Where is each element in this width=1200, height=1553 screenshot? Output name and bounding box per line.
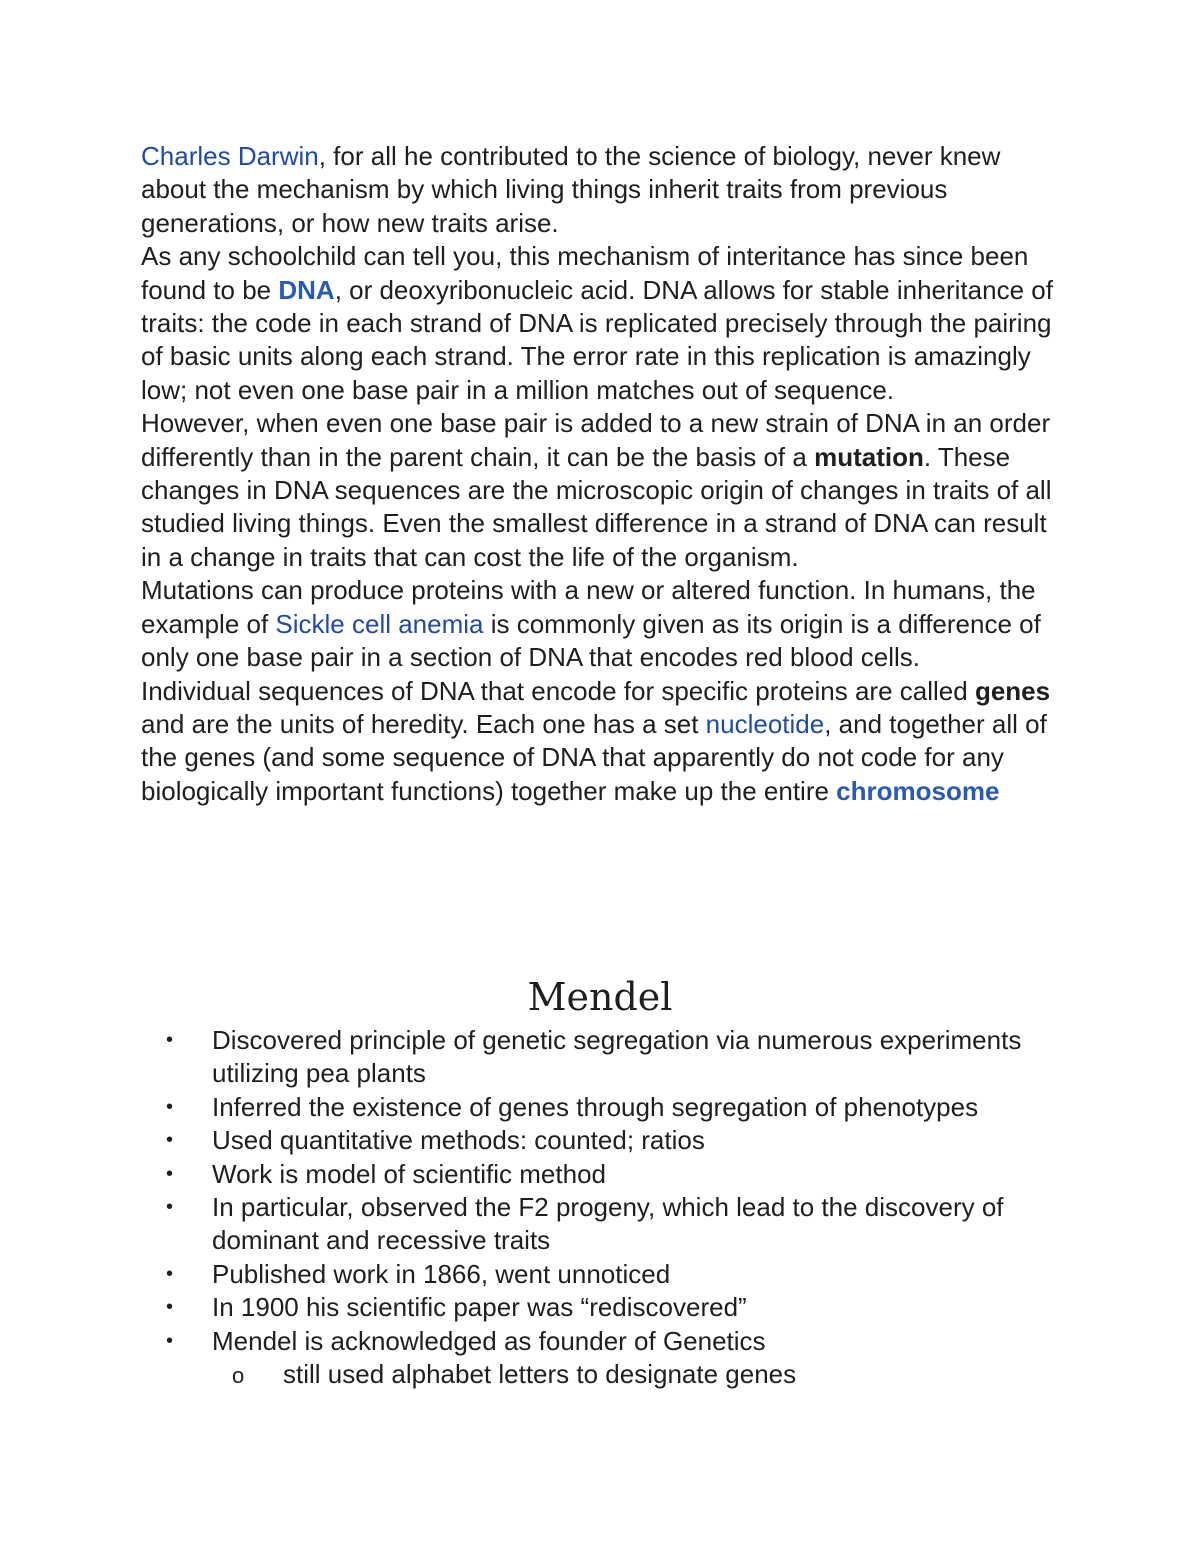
paragraph-text: . These changes in DNA sequences are the microscopic origin of changes in traits of all studied living things. Even the smallest difference in a strand of DNA can result in a change in traits that can cost the life of the organism. — [141, 441, 1052, 572]
list-item — [0, 1191, 1062, 1258]
paragraph-dna — [141, 240, 1071, 407]
bullet-icon: • — [166, 1129, 174, 1152]
link-nucleotide[interactable]: nucleotide — [705, 708, 825, 739]
bullet-icon: • — [166, 1196, 174, 1219]
list-item — [0, 1091, 1062, 1124]
list-item-text: still used alphabet letters to designate genes — [283, 1359, 797, 1390]
sub-list-item — [0, 1358, 1063, 1391]
link-chromosome[interactable]: chromosome — [836, 775, 1000, 806]
mendel-bullet-list — [0, 1024, 1200, 1391]
paragraph-text: and are the units of heredity. Each one has a set — [141, 708, 706, 739]
paragraph-text: Mutations can produce proteins with a new or altered function. In humans, the example of — [141, 575, 1036, 639]
paragraph-text: As any schoolchild can tell you, this mechanism of interitance has since been found to be — [141, 241, 1029, 305]
term-genes: genes — [974, 675, 1051, 706]
bullet-icon: • — [166, 1162, 174, 1185]
paragraph-mutation — [141, 407, 1071, 574]
link-dna[interactable]: DNA — [278, 274, 335, 305]
paragraph-sickle-cell — [141, 574, 1071, 674]
paragraph-text: is commonly given as its origin is a difference of only one base pair in a section of DNA that encodes red blood cells. — [141, 608, 1041, 673]
bullet-icon: • — [166, 1029, 174, 1051]
list-item-text: In 1900 his scientific paper was “rediscovered” — [212, 1292, 747, 1323]
paragraph-text: However, when even one base pair is added to a new strain of DNA in an order differently than in the parent chain, it can be the basis of a — [141, 408, 1051, 472]
list-item-text: Inferred the existence of genes through segregation of phenotypes — [212, 1091, 979, 1122]
list-item — [0, 1325, 1062, 1358]
section-heading-mendel: Mendel — [527, 975, 673, 1019]
term-mutation: mutation — [814, 441, 924, 472]
paragraph-text: , or deoxyribonucleic acid. DNA allows for stable inheritance of traits: the code in each strand of DNA is replicated precisely through the pairing of basic units along each strand. The error rate in this replication is amazingly low; not even one base pair in a million matches out of sequence. — [141, 274, 1053, 405]
link-charles-darwin[interactable]: Charles Darwin — [141, 141, 319, 171]
sub-bullet-icon: o — [232, 1363, 245, 1389]
list-item-text: Used quantitative methods: counted; ratios — [212, 1125, 705, 1156]
paragraph-genes — [141, 675, 1071, 809]
paragraph-text: Individual sequences of DNA that encode for specific proteins are called — [141, 675, 975, 706]
body-text — [141, 140, 1071, 808]
bullet-icon: • — [166, 1329, 174, 1352]
list-item-text: Mendel is acknowledged as founder of Genetics — [212, 1325, 766, 1356]
bullet-icon: • — [166, 1296, 174, 1319]
list-item — [0, 1024, 1062, 1091]
bullet-icon: • — [166, 1262, 174, 1285]
list-item — [0, 1258, 1062, 1291]
list-item — [0, 1291, 1062, 1324]
paragraph-darwin — [141, 140, 1071, 240]
list-item-text: Discovered principle of genetic segregation via numerous experiments utilizing pea plants — [212, 1025, 1022, 1089]
list-item-text: Work is model of scientific method — [212, 1158, 606, 1189]
paragraph-text: , for all he contributed to the science of biology, never knew about the mechanism by which living things inherit traits from previous generations, or how new traits arise. — [141, 141, 1001, 238]
paragraph-text: , and together all of the genes (and some sequence of DNA that apparently do not code for any biologically important functions) together make up the entire — [141, 708, 1047, 806]
list-item-text: Published work in 1866, went unnoticed — [212, 1258, 671, 1289]
link-sickle-cell-anemia[interactable]: Sickle cell anemia — [275, 608, 484, 639]
list-item — [0, 1124, 1062, 1157]
bullet-icon: • — [166, 1095, 174, 1118]
list-item — [0, 1158, 1062, 1191]
list-item-text: In particular, observed the F2 progeny, which lead to the discovery of dominant and recessive traits — [212, 1192, 1004, 1256]
